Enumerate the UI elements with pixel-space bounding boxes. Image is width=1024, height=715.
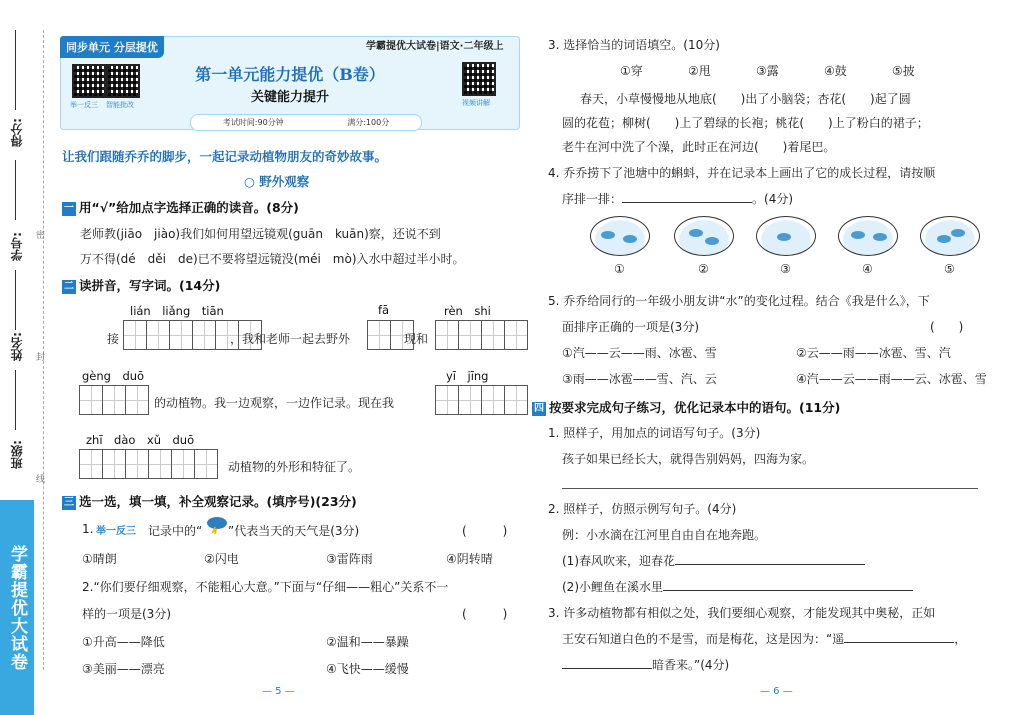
option[interactable]: ④飞快——缓慢 [326, 662, 409, 676]
option[interactable]: ②闪电 [204, 552, 239, 566]
s4-fill: (1)春风吹来，迎春花 [562, 552, 865, 569]
name-line [15, 370, 16, 430]
q3-line: 圆的花苞；柳树( )上了碧绿的长袍；桃花( )上了粉白的裙子； [562, 116, 929, 130]
option[interactable]: ②甩 [688, 64, 711, 78]
unit-subtitle: 关键能力提升 [250, 90, 329, 105]
q1-text: 记录中的“ [148, 524, 203, 538]
exam-meta [190, 114, 422, 131]
tadpole-image [920, 216, 980, 256]
answer-line[interactable] [663, 590, 913, 591]
page-number: — 5 — [262, 686, 295, 697]
pinyin: lián liǎng tiān [130, 304, 224, 318]
s2-text: 接 [107, 332, 120, 346]
s4-fill: (2)小鲤鱼在溪水里 [562, 578, 913, 595]
series-label: 学霸提优大试卷|语文·二年级上 [366, 41, 504, 52]
option[interactable]: ②温和——暴躁 [326, 635, 409, 649]
s2-text: ，我和老师一起去野外 [230, 332, 351, 346]
pinyin: rèn shi [444, 304, 491, 318]
exam-score: 满分:100分 [347, 118, 390, 127]
q3-line: 春天，小草慢慢地从地底( )出了小脑袋；杏花( )起了圆 [580, 92, 911, 106]
s4-item: 3. 许多动植物都有相似之处，我们要细心观察，才能发现其中奥秘，正如 [548, 606, 936, 620]
s2-text: 动植物的外形和特征了。 [228, 460, 361, 474]
seal-mark-feng: 封 [36, 353, 46, 363]
subsection-title: ○ 野外观察 [244, 174, 310, 189]
q2-text: 样的一项是(3分) [82, 607, 171, 621]
option[interactable]: ①汽——云——雨、冰雹、雪 [562, 346, 717, 360]
intro-text: 让我们跟随乔乔的脚步，一起记录动植物朋友的奇妙故事。 [62, 149, 388, 164]
qr-label: 智能批改 [106, 101, 134, 109]
brand-strip: 学霸提优大试卷 [0, 500, 34, 715]
page-number: — 6 — [760, 686, 793, 697]
score-label: 得分: [10, 118, 24, 147]
s2-text: 的动植物。我一边观察，一边作记录。现在我 [154, 396, 395, 410]
section-3-title: 三 选一选，填一填，补全观察记录。(填序号)(23分) [64, 494, 357, 509]
section-4-title: 四 按要求完成句子练习，优化记录本中的语句。(11分) [534, 400, 841, 415]
picture-number: ⑤ [944, 262, 955, 276]
q1-text: ”代表当天的天气是(3分) [228, 524, 360, 538]
q3-title: 3. 选择恰当的词语填空。(10分) [548, 38, 720, 52]
s4-example: 例：小水滴在江河里自由自在地奔跑。 [562, 528, 767, 542]
qr-code-icon[interactable] [106, 64, 140, 98]
answer-line[interactable] [622, 202, 752, 203]
qr-label: 举一反三 [70, 101, 98, 109]
option[interactable]: ③美丽——漂亮 [82, 662, 165, 676]
s4-example: 孩子如果已经长大，就得告别妈妈，四海为家。 [562, 452, 815, 466]
section-2-title: 二 读拼音，写字词。(14分) [64, 278, 221, 293]
option[interactable]: ④汽——云——雨——云、冰雹、雪 [796, 372, 987, 386]
option[interactable]: ①晴朗 [82, 552, 117, 566]
score-line-2 [15, 160, 16, 220]
pinyin: gèng duō [82, 369, 145, 383]
seal-mark-mi: 密 [36, 231, 46, 241]
q5-line: 面排序正确的一项是(3分) [562, 320, 699, 334]
id-line [15, 270, 16, 330]
q1-prefix: 1. [82, 522, 94, 536]
tadpole-image [838, 216, 898, 256]
tadpole-image [756, 216, 816, 256]
qr-label: 视频讲解 [462, 99, 490, 107]
s1-line: 万不得(dé děi de)已不要将望远镜没(méi mò)入水中超过半小时。 [80, 252, 465, 266]
answer-paren[interactable]: ( ) [930, 320, 964, 334]
option[interactable]: ①穿 [620, 64, 643, 78]
q2-text: 2.“你们要仔细观察，不能粗心大意。”下面与“仔细——粗心”关系不一 [82, 580, 449, 594]
answer-line[interactable] [675, 564, 865, 565]
header-tag: 同步单元 分层提优 [60, 36, 164, 58]
option[interactable]: ③雨——冰雹——雪、汽、云 [562, 372, 717, 386]
option[interactable]: ②云——雨——冰雹、雪、汽 [796, 346, 951, 360]
tadpole-image [590, 216, 650, 256]
option[interactable]: ④阴转晴 [446, 552, 493, 566]
picture-number: ② [698, 262, 709, 276]
section-1-title: 一 用“√”给加点字选择正确的读音。(8分) [64, 200, 299, 215]
pinyin: zhī dào xǔ duō [86, 433, 195, 447]
answer-line[interactable] [562, 668, 652, 669]
q3-line: 老牛在河中洗了个澡，此时正在河边( )着尾巴。 [562, 140, 836, 154]
char-grid[interactable] [80, 385, 149, 415]
pinyin: fā [378, 303, 390, 317]
unit-title: 第一单元能力提优（B卷） [195, 65, 385, 84]
answer-paren[interactable]: ( ) [462, 524, 508, 538]
s2-text: 现和 [404, 332, 429, 346]
option[interactable]: ④鼓 [824, 64, 847, 78]
pinyin: yī jīng [446, 369, 489, 383]
s1-line: 老师教(jiāo jiào)我们如何用望远镜观(guān kuān)察，还说不到 [80, 227, 441, 241]
id-label: 学号: [10, 232, 24, 261]
qr-code-icon[interactable] [72, 64, 106, 98]
s4-item: 王安石知道白色的不是雪，而是梅花，这是因为：“遥 ， [562, 632, 967, 646]
search-icon: ○ [244, 174, 260, 189]
char-grid[interactable] [80, 449, 218, 479]
tag-badge: 举一反三 [96, 526, 136, 537]
class-label: 班级: [10, 440, 24, 469]
option[interactable]: ①升高——降低 [82, 635, 165, 649]
seal-mark-xian: 线 [36, 475, 46, 485]
answer-line[interactable] [562, 488, 978, 489]
s4-item: 暗香来。”(4分) [562, 656, 729, 673]
score-line [15, 30, 16, 110]
s4-item: 1. 照样子，用加点的词语写句子。(3分) [548, 426, 761, 440]
q5-line: 5. 乔乔给同行的一年级小朋友讲“水”的变化过程。结合《我是什么》，下 [548, 294, 930, 308]
name-label: 姓名: [10, 332, 24, 361]
s4-item: 2. 照样子，仿照示例写句子。(4分) [548, 502, 737, 516]
option[interactable]: ③露 [756, 64, 779, 78]
thunderstorm-icon [206, 516, 228, 532]
picture-number: ④ [862, 262, 873, 276]
char-grid[interactable] [436, 320, 528, 350]
option[interactable]: ⑤披 [892, 64, 915, 78]
q4-line: 序排一排： 。(4分) [562, 192, 794, 206]
tadpole-image [674, 216, 734, 256]
exam-time: 考试时间:90分钟 [222, 118, 284, 127]
picture-number: ① [614, 262, 625, 276]
option[interactable]: ③雷阵雨 [326, 552, 373, 566]
answer-line[interactable] [844, 642, 954, 643]
q4-line: 4. 乔乔捞下了池塘中的蝌蚪，并在记录本上画出了它的成长过程，请按顺 [548, 166, 936, 180]
answer-paren[interactable]: ( ) [462, 607, 508, 621]
qr-code-icon[interactable] [462, 62, 496, 96]
char-grid[interactable] [436, 385, 528, 415]
picture-number: ③ [780, 262, 791, 276]
tadpole-pictures [588, 216, 998, 276]
